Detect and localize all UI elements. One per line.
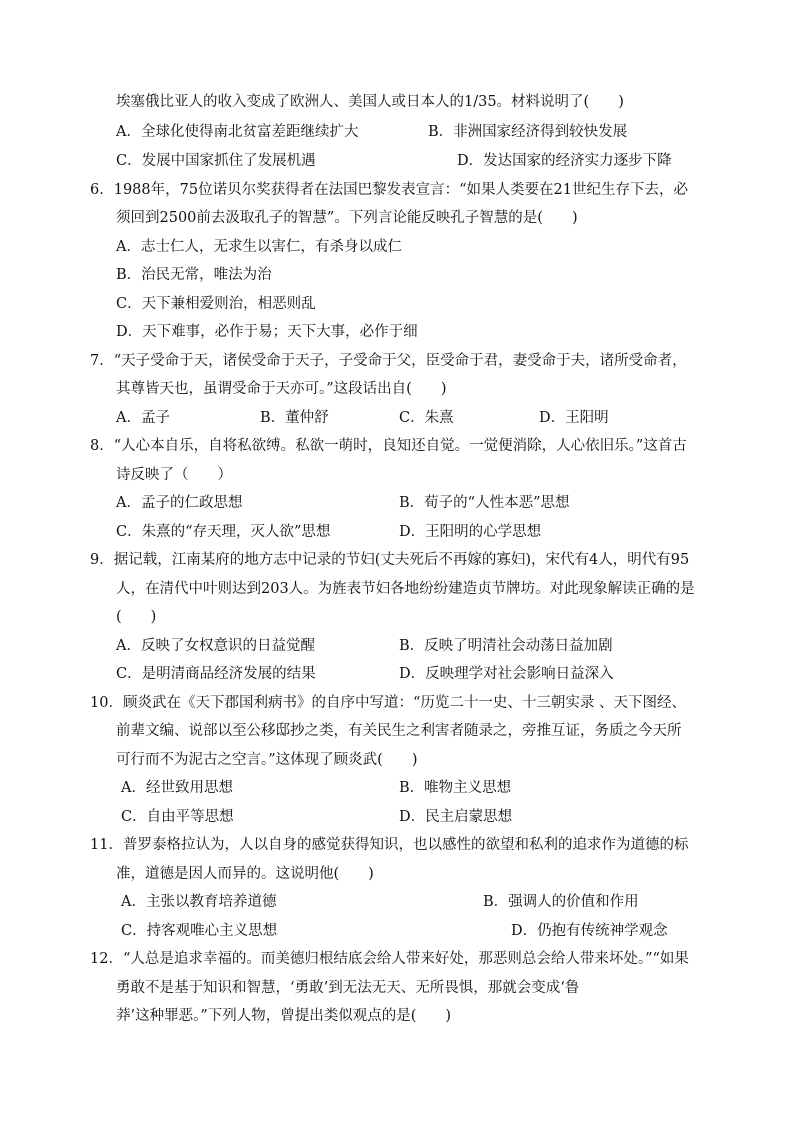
q6-option-a: A．志士仁人，无求生以害仁，有杀身以成仁: [116, 239, 402, 255]
q6-option-b: B．治民无常，唯法为治: [116, 267, 272, 283]
q10-stem-line: 10．顾炎武在《天下郡国利病书》的自序中写道：“历览二十一史、十三朝实录 、天下图经、: [90, 695, 686, 711]
q10-option-a: A．经世致用思想: [121, 780, 233, 796]
q9-stem-line: 人，在清代中叶则达到203人。为旌表节妇各地纷纷建造贞节牌坊。对此现象解读正确的是: [116, 581, 695, 597]
q9-option-d: D．反映理学对社会影响日益深入: [399, 666, 614, 682]
q5-option-d: D．发达国家的经济实力逐步下降: [457, 153, 672, 169]
q6-option-d: D．天下难事，必作于易；天下大事，必作于细: [116, 324, 418, 340]
q11-option-b: B．强调人的价值和作用: [483, 894, 639, 910]
q12-stem-line: 莽’这种罪恶。”下列人物，曾提出类似观点的是( ): [116, 1008, 452, 1024]
q6-stem-line: 6．1988年，75位诺贝尔奖获得者在法国巴黎发表宣言：“如果人类要在21世纪生存下去，必: [90, 182, 688, 198]
q5-option-c: C．发展中国家抓住了发展机遇: [116, 153, 316, 169]
q7-stem-line: 7．“天子受命于天，诸侯受命于天子，子受命于父，臣受命于君，妻受命于夫，诸所受命者，: [90, 353, 687, 369]
q5-option-a: A．全球化使得南北贫富差距继续扩大: [116, 124, 359, 140]
q8-stem-line: 诗反映了（ ）: [116, 467, 232, 483]
q10-stem-line: 可行而不为泥古之空言。”这体现了顾炎武( ): [116, 752, 418, 768]
q11-option-d: D．仍抱有传统神学观念: [511, 923, 668, 939]
q5-option-b: B．非洲国家经济得到较快发展: [428, 124, 628, 140]
q10-option-c: C．自由平等思想: [121, 809, 234, 825]
q11-stem-line: 准，道德是因人而异的。这说明他( ): [116, 866, 374, 882]
q11-stem-line: 11．普罗泰格拉认为，人以自身的感觉获得知识，也以感性的欲望和私利的追求作为道德的标: [90, 837, 689, 853]
q8-option-c: C．朱熹的“存天理，灭人欲”思想: [116, 524, 331, 540]
q5-stem-line: 埃塞俄比亚人的收入变成了欧洲人、美国人或日本人的1/35。材料说明了( ): [116, 94, 624, 110]
q10-option-b: B．唯物主义思想: [399, 780, 512, 796]
q6-stem-line: 须回到2500前去汲取孔子的智慧”。下列言论能反映孔子智慧的是( ): [116, 210, 578, 226]
q9-stem-line: 9．据记载，江南某府的地方志中记录的节妇(丈夫死后不再嫁的寡妇)，宋代有4人，明代有95: [90, 552, 690, 568]
q10-option-d: D．民主启蒙思想: [399, 809, 513, 825]
q9-option-b: B．反映了明清社会动荡日益加剧: [399, 638, 613, 654]
q6-option-c: C．天下兼相爱则治，相恶则乱: [116, 296, 316, 312]
q7-option-c: C．朱熹: [399, 410, 454, 426]
q8-option-b: B．荀子的“人性本恶”思想: [399, 495, 570, 511]
q7-stem-line: 其尊皆天也，虽谓受命于天亦可。”这段话出自( ): [116, 381, 447, 397]
q9-stem-line: ( ): [116, 609, 157, 625]
q10-stem-line: 前辈文编、说部以至公移邸抄之类，有关民生之利害者随录之，旁推互证，务质之今天所: [116, 723, 682, 739]
q12-stem-line: 勇敢不是基于知识和智慧，‘勇敢’到无法无天、无所畏惧，那就会变成‘鲁: [116, 980, 580, 996]
q11-option-c: C．持客观唯心主义思想: [121, 923, 278, 939]
q8-stem-line: 8．“人心本自乐，自将私欲缚。私欲一萌时，良知还自觉。一觉便消除，人心依旧乐。”这首古: [90, 438, 687, 454]
q7-option-b: B．董仲舒: [260, 410, 329, 426]
q11-option-a: A．主张以教育培养道德: [121, 894, 277, 910]
q12-stem-line: 12．“人总是追求幸福的。而美德归根结底会给人带来好处，那恶则总会给人带来坏处。”“如果: [90, 951, 689, 967]
q8-option-d: D．王阳明的心学思想: [399, 524, 542, 540]
q9-option-c: C．是明清商品经济发展的结果: [116, 666, 316, 682]
q9-option-a: A．反映了女权意识的日益觉醒: [116, 638, 315, 654]
q8-option-a: A．孟子的仁政思想: [116, 495, 243, 511]
q7-option-a: A．孟子: [116, 410, 170, 426]
q7-option-d: D．王阳明: [539, 410, 609, 426]
